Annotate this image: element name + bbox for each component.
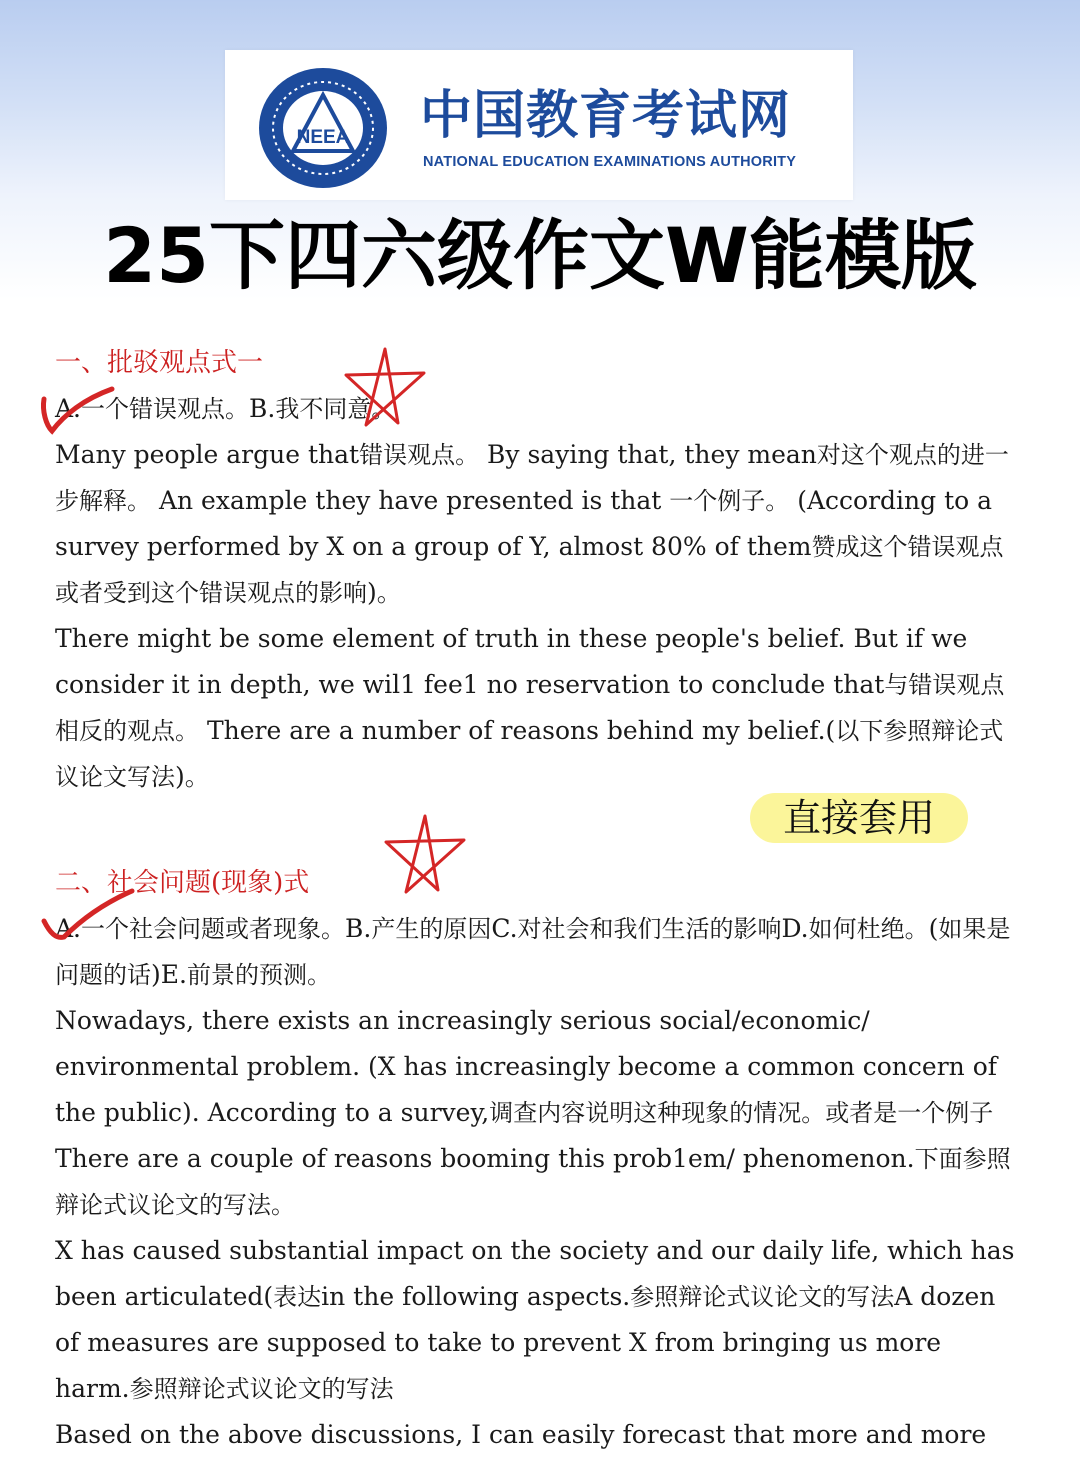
section2-paragraph-3: Based on the above discussions, I can easily forecast that more and more bbox=[55, 1420, 987, 1449]
section1-paragraph-2: There might be some element of truth in these people's belief. But if we consider it in depth, we wil1 fee1 no reservation to conclude that与错误观点相反的观点。 There are a number of reasons behind my belief.(以下参照辩论式议论文写法)。 bbox=[55, 624, 1005, 791]
section1-heading: 一、批驳观点式一 bbox=[55, 348, 264, 378]
red-star-doodle-icon bbox=[380, 812, 470, 897]
section1-paragraph-1: Many people argue that错误观点。 By saying that, they mean对这个观点的进一步解释。 An example they have presented is that 一个例子。 (According to a survey performed by X on a group of Y, almost 80% of them赞成这个错误观点或者受到这个错误观点的影响)。 bbox=[55, 440, 1009, 607]
seal-logo-icon bbox=[255, 65, 391, 191]
red-star-doodle-icon bbox=[340, 345, 430, 430]
section1-outline: A.一个错误观点。B.我不同意。 bbox=[55, 394, 396, 423]
org-name-cn: 中国教育考试网 bbox=[420, 86, 792, 146]
org-name-en: NATIONAL EDUCATION EXAMINATIONS AUTHORITY bbox=[423, 154, 797, 170]
direct-apply-badge: 直接套用 bbox=[750, 793, 968, 843]
section2-paragraph-2: X has caused substantial impact on the society and our daily life, which has been articulated(表达in the following aspects.参照辩论式议论文的写法A dozen of measures are supposed to take to prevent X from bringing us more harm.参照辩论式议论文的写法 bbox=[55, 1236, 1015, 1403]
svg-text:NEEA: NEEA bbox=[296, 127, 350, 148]
red-check-mark-icon bbox=[38, 885, 138, 945]
section2-outline: A.一个社会问题或者现象。B.产生的原因C.对社会和我们生活的影响D.如何杜绝。(如果是问题的话)E.前景的预测。 bbox=[55, 914, 1011, 989]
logo-banner bbox=[225, 50, 853, 200]
red-check-mark-icon bbox=[38, 385, 118, 445]
page-title: 25下四六级作文W能模版 bbox=[103, 211, 977, 300]
essay-templates bbox=[55, 340, 1015, 1458]
section2-paragraph-1: Nowadays, there exists an increasingly serious social/economic/ environmental problem. (X has increasingly become a common concern of the public). According to a survey,调查内容说明这种现象的情况。或者是一个例子There are a couple of reasons booming this prob1em/ phenomenon.下面参照辩论式议论文的写法。 bbox=[55, 1006, 1011, 1219]
section2-heading: 二、社会问题(现象)式 bbox=[55, 868, 310, 898]
